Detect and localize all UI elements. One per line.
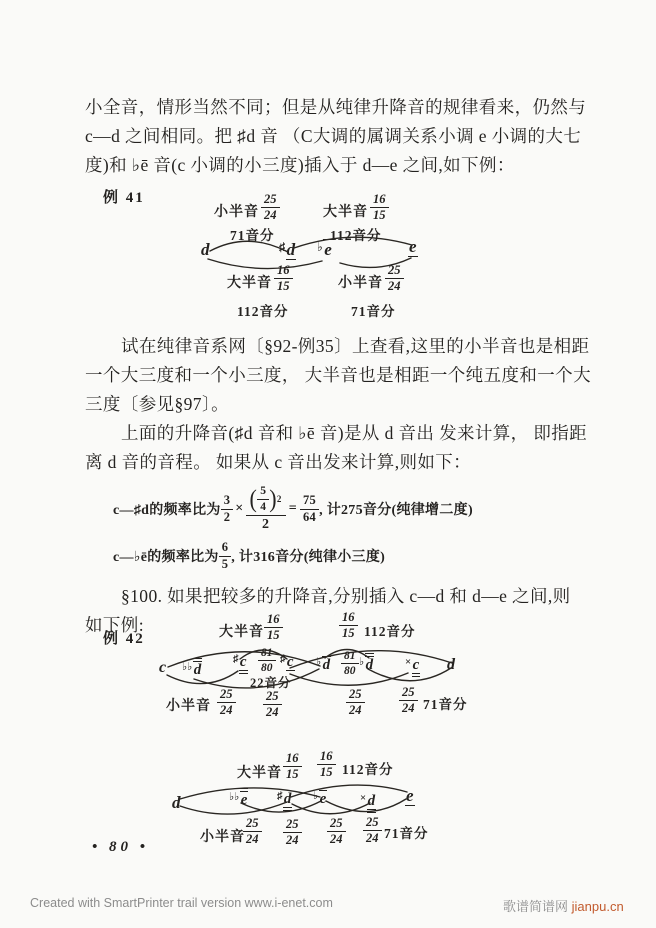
text-line: 试在纯律音系网〔§92-例35〕上查看,这里的小半音也是相距 [121,336,590,356]
text-line: 上面的升降音(♯d 音和 ♭ē 音)是从 d 音出 发来计算， 即指距 [121,423,588,443]
ex41-top-right-cents: 112音分 [330,228,382,243]
text-line: 小全音，情形当然不同；但是从纯律升降音的规律看来，仍然与 [85,97,587,117]
ex42d1-note-sharp-c-low: ♯ c [233,653,248,671]
ratio-6-5: $\frac{6}{5}$ [219,541,232,570]
ex42d1-bottom-ratio-4: $\frac{25}{24}$ [399,686,418,715]
watermark-printer: Created with SmartPrinter trail version www.i-enet.com [30,896,333,910]
ex42d1-bottom-interval-name: 小半音 [166,699,211,714]
ex42d1-top-right-cents: 112音分 [364,624,416,639]
text-line: 一个大三度和一个小三度， 大半音也是相距一个纯五度和一个大 [85,365,591,385]
ex42d1-note-c: c [159,659,167,676]
ex42d1-top-left-interval-name: 大半音 [219,625,264,640]
ex41-note-d: d [201,240,210,259]
page-number: • 80 • [92,839,150,855]
ex42d2-note-double-flat-e: ♭♭ e [229,790,248,809]
text-line: 三度〔参见§97〕。 [85,394,229,414]
ex42d2-arc-sharpd-doublesharpd [292,803,370,814]
ex42d1-bottom-cents: 71音分 [423,697,468,712]
ex42d1-comma-cents: 22音分 [250,676,292,690]
text-line: 如下例: [85,615,144,635]
ex42d2-bottom-ratio-3: $\frac{25}{24}$ [327,817,346,846]
ex42d2-top-left-ratio: $\frac{16}{15}$ [283,752,302,781]
ex42d2-arc-d-flate [180,788,320,799]
ex41-bottom-right-cents: 71音分 [351,304,396,319]
ex42d1-top-left-ratio: $\frac{16}{15}$ [264,613,283,642]
paragraph-2 [85,332,591,419]
ex42d2-bottom-interval-name: 小半音 [200,830,245,845]
text-line: 离 d 音的音程。 如果从 c 音出发来计算,则如下： [85,452,472,472]
ex42d1-bottom-ratio-1: $\frac{25}{24}$ [217,688,236,717]
ex41-bottom-left-ratio: $\frac{16}{15}$ [274,264,293,293]
ex42d2-note-double-sharp-d: × d [360,792,376,810]
ex41-top-right-ratio: $\frac{16}{15}$ [370,193,389,222]
site-name: 歌谱简谱网 [503,899,569,914]
ex42d1-note-flat-d: ♭ d [316,656,331,673]
ex42d2-note-sharp-d: ♯ d [277,790,292,808]
ex42d1-note-flat-d-high: ♭ d [359,655,374,674]
ex41-bottom-right-interval-name: 小半音 [338,276,383,291]
ex42d1-comma-ratio-1: $\frac{81}{80}$ [258,647,276,674]
ex42d2-note-d: d [172,793,181,812]
ratio-5-4-squared-over-2: ( $\frac{5}{4}$ ) 2 2 [246,485,286,532]
ex42d1-note-sharp-c: ♯ c [280,653,294,670]
paragraph-4 [85,582,571,640]
ex41-bottom-left-cents: 112音分 [237,304,289,319]
paragraph-3 [85,419,587,477]
paragraph-1 [85,93,586,180]
ex42d1-note-d: d [447,656,455,673]
watermark-site [503,896,624,915]
ex42d2-bottom-ratio-4: $\frac{25}{24}$ [363,816,382,845]
ex42d2-top-right-cents: 112音分 [342,762,394,777]
ex41-top-right-interval-name: 大半音 [323,205,368,220]
ex42d1-comma-ratio-2: $\frac{81}{80}$ [341,650,359,677]
ex42d1-top-right-ratio: $\frac{16}{15}$ [339,611,358,640]
site-domain: jianpu.cn [571,899,624,914]
ex42d2-bottom-cents: 71音分 [384,826,429,841]
ex41-note-sharp-d: ♯d [279,240,296,260]
ex41-bottom-right-ratio: $\frac{25}{24}$ [385,264,404,293]
ex42d1-bottom-ratio-3: $\frac{25}{24}$ [346,688,365,717]
ex42d2-top-right-ratio: $\frac{16}{15}$ [317,750,336,779]
ex41-top-left-ratio: $\frac{25}{24}$ [261,193,280,222]
ex42d2-arc-sharpd-e [291,785,407,797]
ex41-top-left-cents: 71音分 [230,228,275,243]
ex41-arc-d-flate [208,259,322,269]
example-41-label: 例 41 [103,190,145,206]
ex42d1-note-double-flat-d: ♭♭ d [182,660,202,679]
ex42d1-note-double-sharp-c: × c [405,656,420,674]
ex42d2-top-left-interval-name: 大半音 [237,766,282,781]
ex42d1-arc-c-sharpc [167,671,238,684]
ex41-note-e: e [409,237,417,256]
text-line: 度)和 ♭ē 音(c 小调的小三度)插入于 d—e 之间,如下例： [85,155,515,175]
ex42d2-note-flat-e: ♭ e [313,790,327,807]
formula-augmented-second: c—♯d的频率比为 $\frac{3}{2}$ × ( $\frac{5}{4}$ ) 2 2 = $\frac{75}{64}$ , 计275音分(纯律增二度) [113,484,473,532]
ex41-note-flat-e: ♭e [317,240,332,260]
formula-minor-third: c—♭ē的频率比为 $\frac{6}{5}$ , 计316音分(纯律小三度) [113,540,386,571]
text-line: §100. 如果把较多的升降音,分别插入 c—d 和 d—e 之间,则 [121,586,571,606]
ratio-3-2: $\frac{3}{2}$ [221,494,234,523]
ex41-top-left-interval-name: 小半音 [214,205,259,220]
example-42-label: 例 42 [103,631,145,647]
text-line: c—d 之间相同。把 ♯d 音 （C大调的属调关系小调 e 小调的大七 [85,126,582,146]
ex41-bottom-left-interval-name: 大半音 [227,276,272,291]
ex42d2-bottom-ratio-2: $\frac{25}{24}$ [283,818,302,847]
ex42d2-bottom-ratio-1: $\frac{25}{24}$ [243,817,262,846]
ratio-75-64: $\frac{75}{64}$ [300,494,319,523]
ex42d1-bottom-ratio-2: $\frac{25}{24}$ [263,690,282,719]
ex42d2-note-e: e [406,786,414,805]
